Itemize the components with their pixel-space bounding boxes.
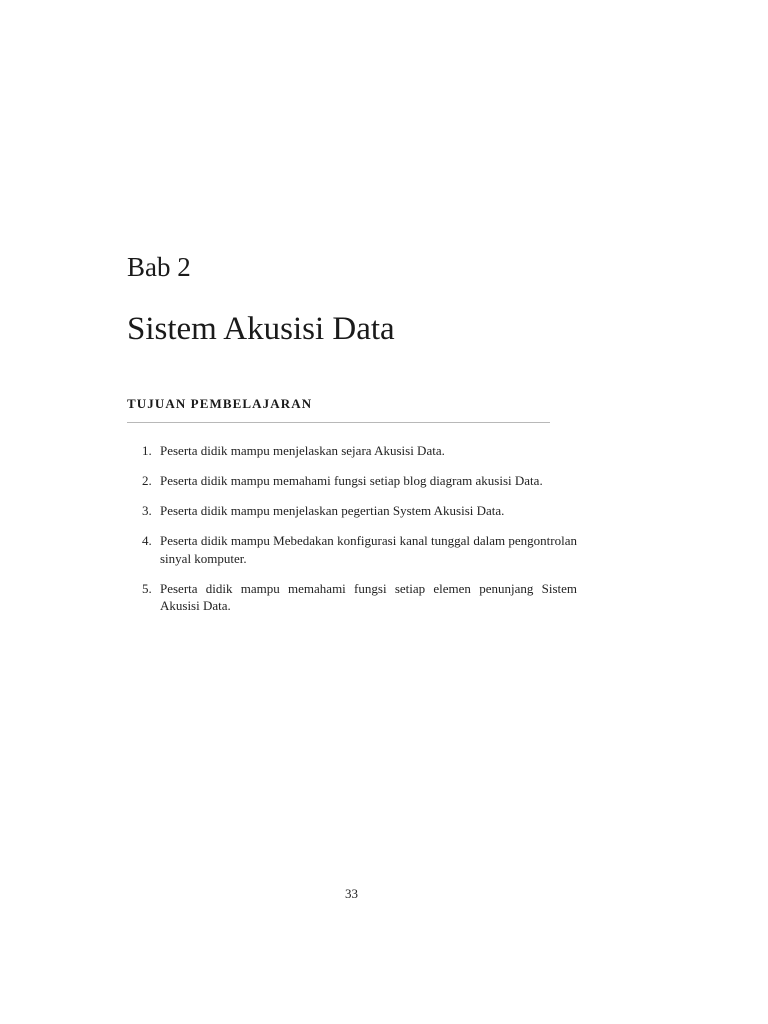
objectives-list bbox=[127, 442, 577, 627]
list-item bbox=[127, 580, 577, 615]
list-item-text: Peserta didik mampu memahami fungsi setiap blog diagram akusisi Data. bbox=[160, 473, 543, 488]
list-item-number: 3. bbox=[142, 503, 152, 518]
list-item-number: 1. bbox=[142, 443, 152, 458]
objectives-heading: TUJUAN PEMBELAJARAN bbox=[127, 396, 313, 411]
list-item-text: Peserta didik mampu menjelaskan pegertian System Akusisi Data. bbox=[160, 503, 505, 518]
chapter-title: Sistem Akusisi Data bbox=[127, 311, 395, 347]
list-item bbox=[127, 502, 577, 520]
chapter-label: Bab 2 bbox=[127, 252, 191, 282]
list-item bbox=[127, 442, 577, 460]
list-item bbox=[127, 472, 577, 490]
list-item-number: 2. bbox=[142, 473, 152, 488]
objectives-divider bbox=[127, 422, 550, 423]
list-item-text: Peserta didik mampu menjelaskan sejara Akusisi Data. bbox=[160, 443, 445, 458]
list-item bbox=[127, 532, 577, 567]
list-item-text: Peserta didik mampu Mebedakan konfigurasi kanal tunggal dalam pengontrolan sinyal komputer. bbox=[160, 533, 577, 566]
list-item-number: 5. bbox=[142, 580, 152, 596]
list-item-text: Peserta didik mampu memahami fungsi setiap elemen penunjang Sistem Akusisi Data. bbox=[160, 580, 577, 613]
page-number: 33 bbox=[345, 886, 358, 901]
list-item-number: 4. bbox=[142, 533, 152, 548]
